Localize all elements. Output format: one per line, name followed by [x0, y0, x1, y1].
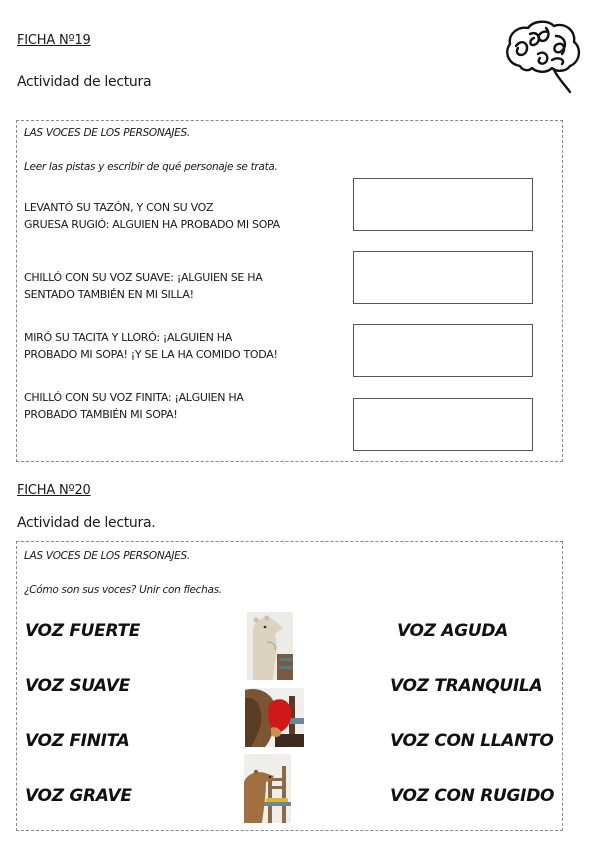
- clue-1: [24, 199, 280, 233]
- ficha-20-subtitle: Actividad de lectura.: [17, 515, 156, 531]
- matching-activity-box: [16, 541, 563, 831]
- clue-3-line1: MIRÓ SU TACITA Y LLORÓ: ¡ALGUIEN HA: [24, 331, 232, 344]
- clue-2-line2: SENTADO TAMBIÉN EN MI SILLA!: [24, 288, 194, 301]
- answer-box-1[interactable]: [353, 178, 533, 231]
- right-option-4[interactable]: VOZ CON RUGIDO: [390, 786, 555, 806]
- clue-4: [24, 389, 244, 423]
- clue-4-line1: CHILLÓ CON SU VOZ FINITA: ¡ALGUIEN HA: [24, 391, 244, 404]
- left-option-3[interactable]: VOZ FINITA: [25, 731, 130, 751]
- clue-3-line2: PROBADO MI SOPA! ¡Y SE LA HA COMIDO TODA!: [24, 348, 278, 361]
- clue-2: [24, 269, 262, 303]
- clue-3: [24, 329, 278, 363]
- brown-bear-red-cushion-image: [245, 688, 304, 747]
- answer-box-3[interactable]: [353, 324, 533, 377]
- reading-activity-box: [16, 120, 563, 462]
- clue-1-line2: GRUESA RUGIÓ: ALGUIEN HA PROBADO MI SOPA: [24, 218, 280, 231]
- ficha-19-subtitle: Actividad de lectura: [17, 74, 152, 90]
- answer-box-2[interactable]: [353, 251, 533, 304]
- right-option-2[interactable]: VOZ TRANQUILA: [390, 676, 543, 696]
- left-option-2[interactable]: VOZ SUAVE: [25, 676, 130, 696]
- brown-bear-yellow-chair-image: [244, 754, 291, 823]
- box-heading: LAS VOCES DE LOS PERSONAJES.: [24, 550, 190, 562]
- right-option-3[interactable]: VOZ CON LLANTO: [390, 731, 554, 751]
- left-option-1[interactable]: VOZ FUERTE: [25, 621, 141, 641]
- right-option-1[interactable]: VOZ AGUDA: [397, 621, 509, 641]
- answer-box-4[interactable]: [353, 398, 533, 451]
- clue-4-line2: PROBADO TAMBIÉN MI SOPA!: [24, 408, 178, 421]
- brain-icon: [500, 14, 584, 96]
- box-instruction: ¿Cómo son sus voces? Unir con flechas.: [24, 584, 222, 596]
- ficha-20-title: FICHA Nº20: [17, 483, 91, 498]
- ficha-19-title: FICHA Nº19: [17, 33, 91, 48]
- left-option-4[interactable]: VOZ GRAVE: [25, 786, 132, 806]
- white-bear-image: [247, 612, 293, 680]
- clue-1-line1: LEVANTÓ SU TAZÓN, Y CON SU VOZ: [24, 201, 214, 214]
- box-instruction: Leer las pistas y escribir de qué personaje se trata.: [24, 161, 278, 173]
- clue-2-line1: CHILLÓ CON SU VOZ SUAVE: ¡ALGUIEN SE HA: [24, 271, 263, 284]
- box-heading: LAS VOCES DE LOS PERSONAJES.: [24, 127, 190, 139]
